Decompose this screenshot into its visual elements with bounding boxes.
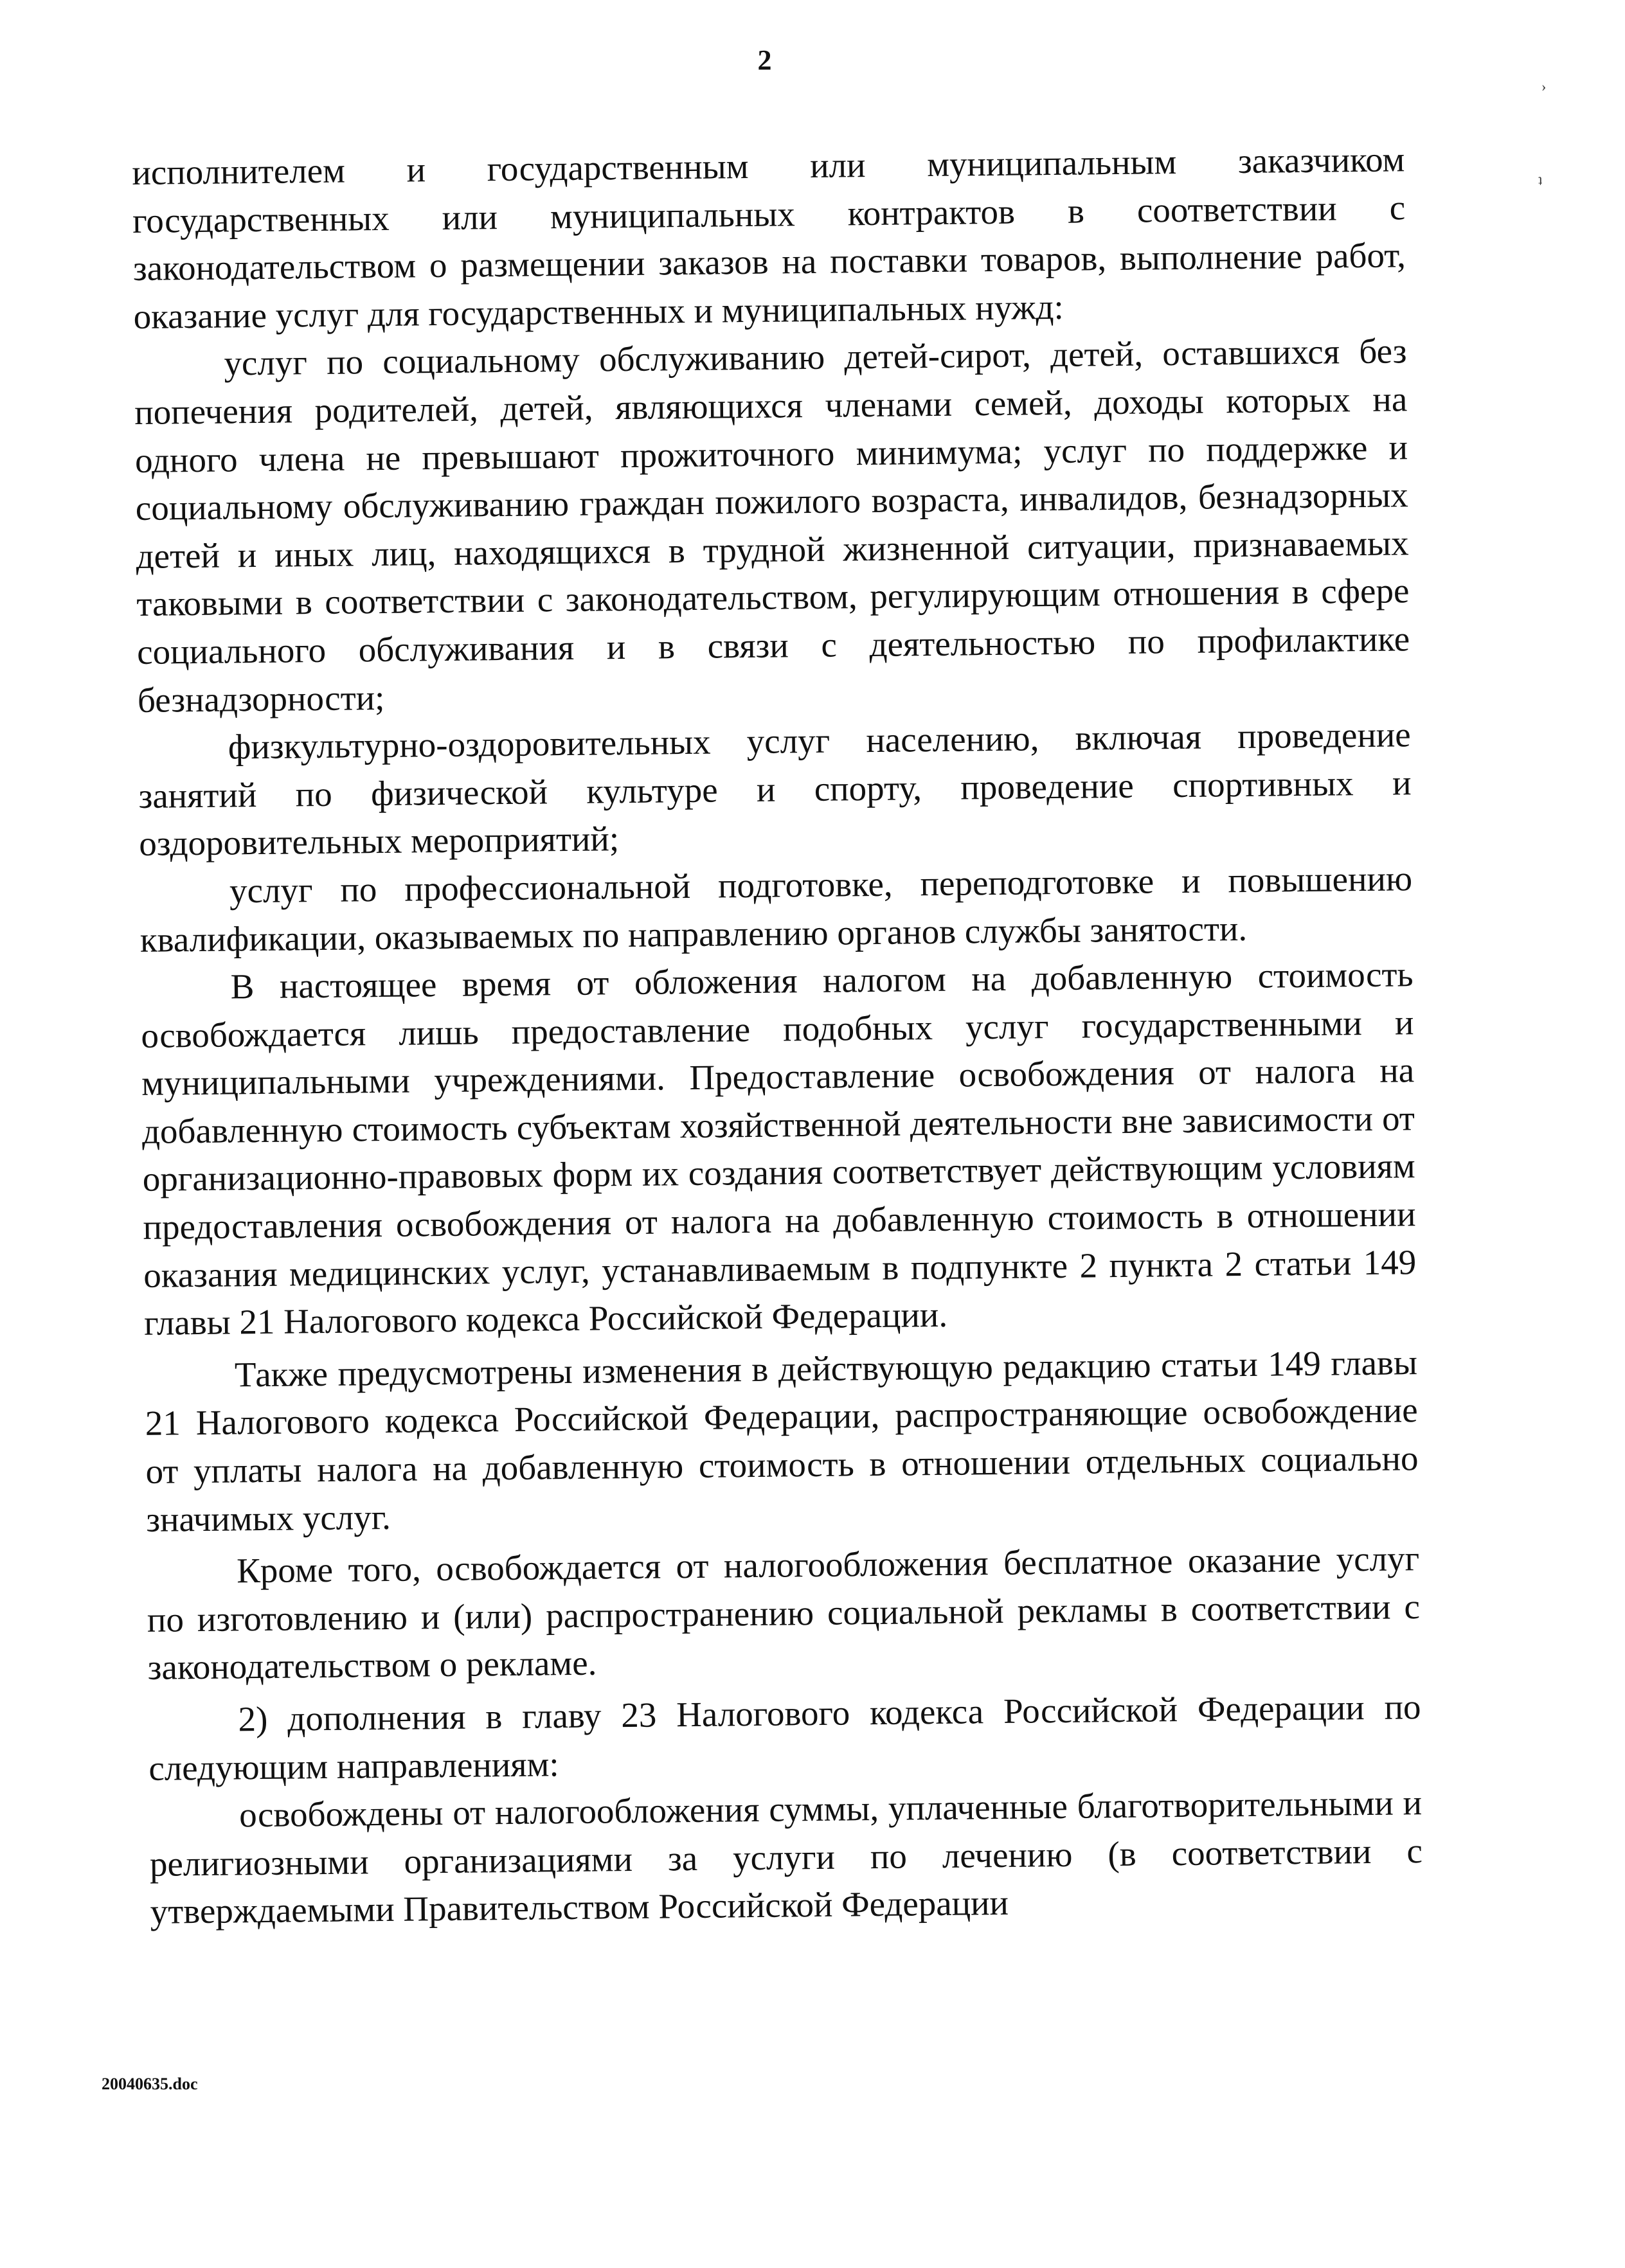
paragraph-chapter-23: 2) дополнения в главу 23 Налогового кодекса Российской Федерации по следующим направлениям:: [148, 1687, 1421, 1788]
paragraph-training-services: услуг по профессиональной подготовке, переподготовке и повышению квалификации, оказываемых по направлению органов службы занятости.: [139, 859, 1413, 960]
page-number: 2: [757, 44, 773, 76]
margin-scan-mark: ›: [1541, 78, 1547, 94]
paragraph-current-exemption: В настоящее время от обложения налогом на добавленную стоимость освобождается лишь предоставление подобных услуг государственными и муниципальными учреждениями. Предоставление освобождения от налога на добавленную стоимость субъектам хозяйственной деятельности вне зависимости от организационно-правовых форм их создания соответствует действующим условиям предоставления освобождения от налога на добавленную стоимость в отношении оказания медицинских услуг, устанавливаемым в подпункте 2 пункта 2 статьи 149 главы 21 Налогового кодекса Российской Федерации.: [141, 954, 1417, 1343]
margin-scan-mark: ʇ: [1538, 172, 1543, 188]
paragraph-charity-exemption: освобождены от налогообложения суммы, уплаченные благотворительными и религиозными организациями за услуги по лечению (в соответствии с утверждаемыми Правительством Российской Федерации: [149, 1783, 1423, 1932]
paragraph-social-services: услуг по социальному обслуживанию детей-сирот, детей, оставшихся без попечения родителей, детей, являющихся членами семей, доходы которых на одного члена не превышают прожиточного минимума; услуг по поддержке и социальному обслуживанию граждан пожилого возраста, инвалидов, безнадзорных детей и иных лиц, находящихся в трудной жизненной ситуации, признаваемых таковыми в соответствии с законодательством, регулирующим отношения в сфере социального обслуживания и в связи с деятельностью по профилактике безнадзорности;: [134, 331, 1410, 720]
paragraph-article-149: Также предусмотрены изменения в действующую редакцию статьи 149 главы 21 Налогового кодекса Российской Федерации, распространяющие освобождение от уплаты налога на добавленную стоимость в отношении отдельных социально значимых услуг.: [145, 1343, 1419, 1539]
paragraph-social-advertising: Кроме того, освобождается от налогообложения бесплатное оказание услуг по изготовлению и (или) распространению социальной рекламы в соответствии с законодательством о рекламе.: [147, 1539, 1421, 1688]
paragraph-sports-services: физкультурно-оздоровительных услуг населению, включая проведение занятий по физической культуре и спорту, проведение спортивных и оздоровительных мероприятий;: [138, 715, 1412, 864]
footer-filename: 20040635.doc: [102, 2075, 198, 2093]
document-body: [132, 136, 1423, 1936]
paragraph-continuation: исполнителем и государственным или муниципальным заказчиком государственных или муниципальных контрактов в соответствии с законодательством о размещении заказов на поставки товаров, выполнение работ, оказание услуг для государственных и муниципальных нужд:: [132, 139, 1406, 336]
